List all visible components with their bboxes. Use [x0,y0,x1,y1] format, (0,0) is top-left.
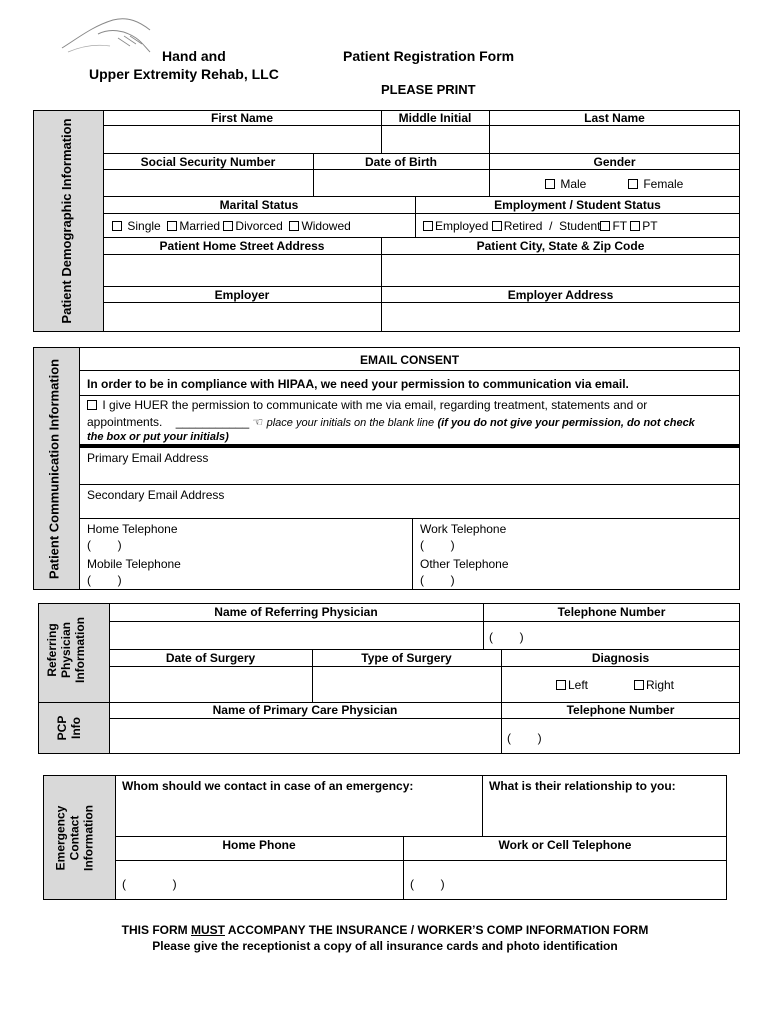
widowed-label: Widowed [301,219,351,233]
footer-line1-start: THIS FORM [121,923,191,937]
work-telephone-field[interactable]: ( ) [420,538,455,552]
pcp-label-line2: Info [68,717,83,739]
employment-status-label: Employment / Student Status [494,198,661,212]
first-name-label: First Name [210,111,274,125]
marital-options [112,219,351,233]
hand-logo-icon [58,8,158,58]
hipaa-statement: In order to be in compliance with HIPAA, we need your permission to communication via email. [87,377,629,391]
relationship-field[interactable] [483,796,726,836]
pcp-name-label: Name of Primary Care Physician [212,703,398,717]
referring-name-field[interactable] [110,622,482,649]
footer-line1 [0,923,770,937]
emergency-label-line3: Information [81,805,96,871]
married-option[interactable] [167,219,220,233]
divorced-checkbox[interactable] [223,221,233,231]
married-checkbox[interactable] [167,221,177,231]
retired-option[interactable] [492,219,543,233]
employer-address-label: Employer Address [507,288,614,302]
middle-initial-label: Middle Initial [398,111,472,125]
referring-telephone-label: Telephone Number [557,605,666,619]
footer-must: MUST [190,923,225,937]
consent-line1 [87,398,647,412]
secondary-email-label: Secondary Email Address [87,488,225,502]
referring-label-line3: Information [72,617,87,683]
pcp-telephone-label: Telephone Number [566,703,675,717]
consent-warning: (if you do not give your permission, do not check [437,417,695,429]
dob-label: Date of Birth [365,155,437,169]
right-checkbox[interactable] [634,680,644,690]
employer-field[interactable] [104,303,380,331]
footer-line1-end: ACCOMPANY THE INSURANCE / WORKER’S COMP INFORMATION FORM [224,923,649,937]
emergency-contact-label: Whom should we contact in case of an emergency: [122,779,414,793]
dob-field[interactable] [314,170,488,196]
secondary-email-field[interactable] [80,503,739,517]
surgery-type-label: Type of Surgery [361,651,452,665]
ft-option[interactable] [600,219,626,233]
gender-female-option[interactable] [628,177,683,191]
employer-address-field[interactable] [382,303,739,331]
mobile-telephone-field[interactable]: ( ) [87,573,122,587]
city-state-zip-field[interactable] [382,255,739,286]
referring-section-label [46,600,102,700]
footer-line2: Please give the receptionist a copy of all insurance cards and photo identification [152,939,618,953]
primary-email-field[interactable] [80,466,739,483]
company-name-line1: Hand and [162,48,226,64]
employed-checkbox[interactable] [423,221,433,231]
student-label: Student [559,219,601,233]
consent-appointments: appointments. [87,415,163,429]
diagnosis-left-option[interactable] [556,678,588,692]
form-title: Patient Registration Form [343,48,515,64]
please-print: PLEASE PRINT [381,82,476,97]
consent-line2 [87,415,695,429]
male-checkbox[interactable] [545,179,555,189]
ft-checkbox[interactable] [600,221,610,231]
female-checkbox[interactable] [628,179,638,189]
emergency-home-phone-label: Home Phone [222,838,296,852]
emergency-section-label [55,776,105,901]
home-address-field[interactable] [104,255,380,286]
pt-checkbox[interactable] [630,221,640,231]
single-option[interactable] [112,219,161,233]
initials-instruction: place your initials on the blank line [266,417,435,429]
communication-section-label: Patient Communication Information [46,358,62,580]
male-label: Male [560,177,587,191]
pcp-section-label [56,702,92,754]
other-telephone-field[interactable]: ( ) [420,573,455,587]
pointing-hand-icon: ☜ [252,415,264,429]
gender-label: Gender [593,155,636,169]
employed-option[interactable] [423,219,488,233]
widowed-checkbox[interactable] [289,221,299,231]
last-name-label: Last Name [584,111,645,125]
consent-checkbox[interactable] [87,400,97,410]
marital-status-label: Marital Status [219,198,299,212]
ssn-field[interactable] [104,170,312,196]
pt-option[interactable] [630,219,657,233]
widowed-option[interactable] [289,219,350,233]
demographic-section-label: Patient Demographic Information [59,118,74,324]
consent-line3: the box or put your initials) [87,431,229,443]
consent-text: I give HUER the permission to communicate with me via email, regarding treatment, statements and or [102,398,648,412]
other-telephone-label: Other Telephone [420,557,509,571]
surgery-type-field[interactable] [313,667,500,702]
city-state-zip-label: Patient City, State & Zip Code [476,239,645,253]
mobile-telephone-label: Mobile Telephone [87,557,181,571]
company-name-line2: Upper Extremity Rehab, LLC [89,66,279,82]
surgery-date-field[interactable] [110,667,311,702]
surgery-date-label: Date of Surgery [165,651,256,665]
home-telephone-field[interactable]: ( ) [87,538,122,552]
divorced-label: Divorced [235,219,283,233]
emergency-home-phone-field[interactable]: ( ) [122,877,177,891]
retired-label: Retired [503,219,543,233]
divorced-option[interactable] [223,219,282,233]
emergency-label-line1: Emergency [53,805,68,871]
middle-initial-field[interactable] [382,126,488,153]
home-address-label: Patient Home Street Address [159,239,325,253]
pcp-name-field[interactable] [110,719,500,753]
gender-male-option[interactable] [545,177,586,191]
initials-blank[interactable]: ___________ [175,415,250,429]
emergency-label-line2: Contact [67,815,82,861]
email-consent-title: EMAIL CONSENT [359,353,460,367]
referring-name-label: Name of Referring Physician [214,605,378,619]
emergency-work-cell-label: Work or Cell Telephone [498,838,632,852]
company-logo [58,8,158,58]
emergency-contact-field[interactable] [116,796,481,836]
employed-label: Employed [435,219,489,233]
student-separator: / [549,219,553,233]
ft-label: FT [612,219,627,233]
ssn-label: Social Security Number [140,155,276,169]
retired-checkbox[interactable] [492,221,502,231]
first-name-field[interactable] [104,126,380,153]
left-label: Left [568,678,589,692]
pcp-label-line1: PCP [55,715,69,741]
referring-label-line1: Referring [45,623,59,677]
diagnosis-right-option[interactable] [634,678,674,692]
employer-label: Employer [214,288,270,302]
last-name-field[interactable] [490,126,739,153]
diagnosis-label: Diagnosis [591,651,650,665]
employment-options [423,219,658,233]
married-label: Married [179,219,221,233]
referring-telephone-field[interactable]: ( ) [489,630,524,644]
referring-label-line2: Physician [58,621,73,679]
relationship-label: What is their relationship to you: [489,779,676,793]
single-checkbox[interactable] [112,221,122,231]
left-checkbox[interactable] [556,680,566,690]
work-telephone-label: Work Telephone [420,522,507,536]
pt-label: PT [642,219,658,233]
right-label: Right [646,678,675,692]
female-label: Female [643,177,684,191]
emergency-work-cell-field[interactable]: ( ) [410,877,445,891]
primary-email-label: Primary Email Address [87,451,209,465]
home-telephone-label: Home Telephone [87,522,178,536]
single-label: Single [127,219,161,233]
pcp-telephone-field[interactable]: ( ) [507,731,542,745]
